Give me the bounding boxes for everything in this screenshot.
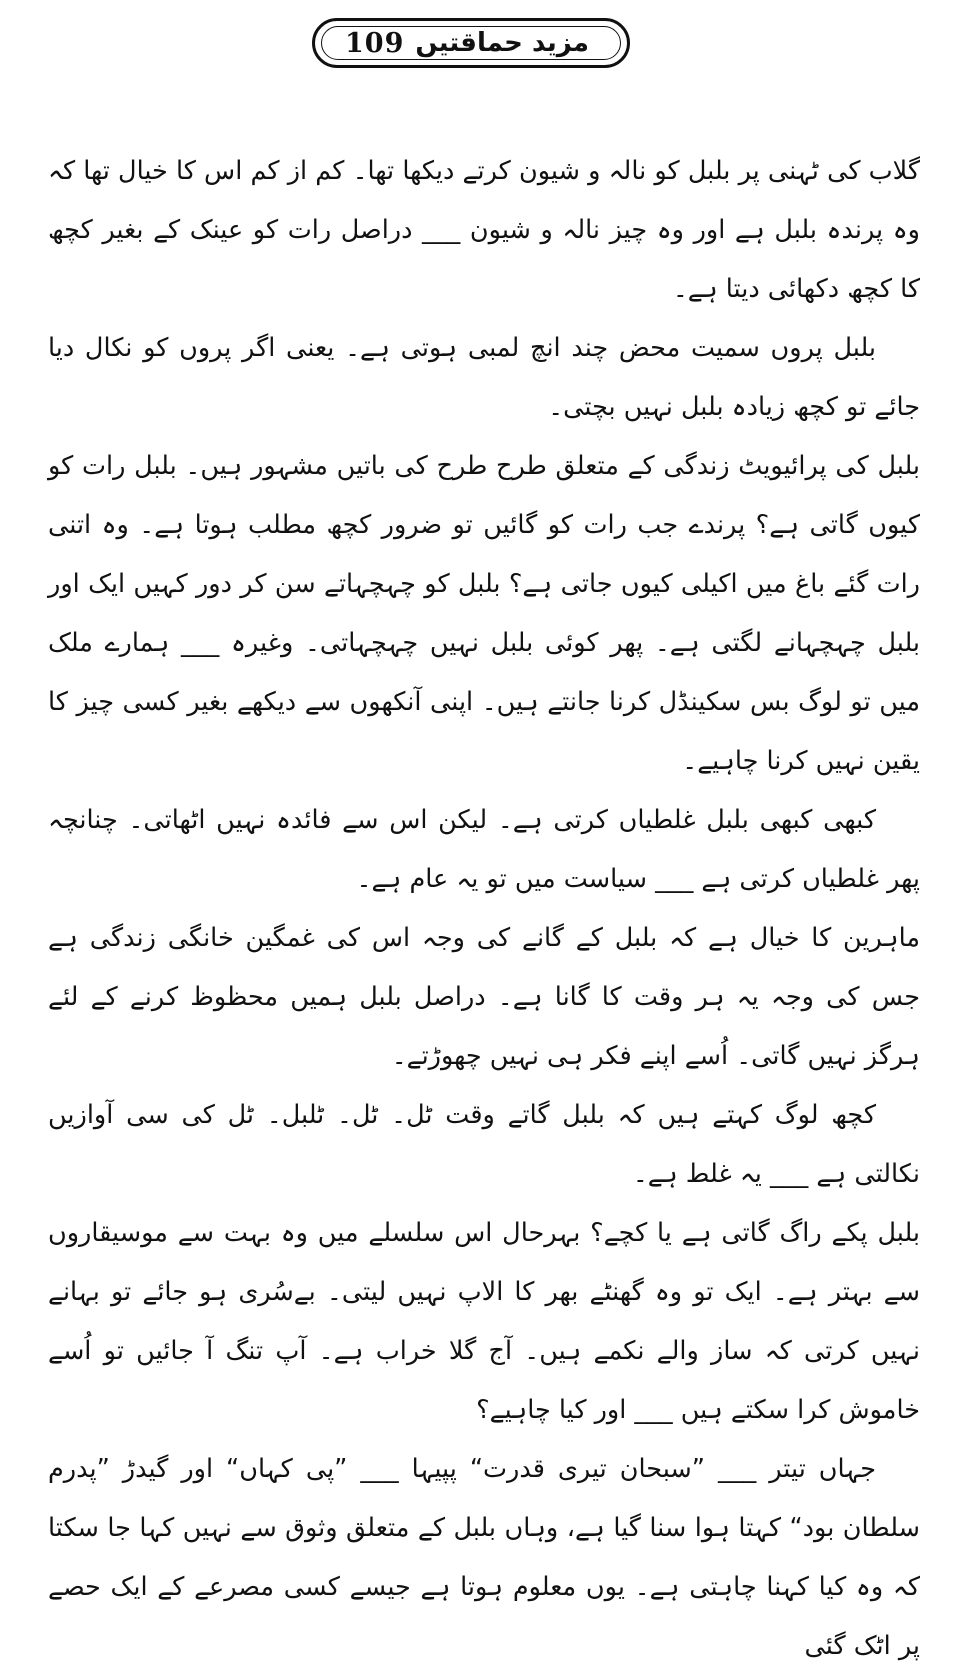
paragraph-6: کچھ لوگ کہتے ہیں کہ بلبل گاتے وقت ٹل۔ ٹل۔ ٹلبل۔ ٹل کی سی آوازیں نکالتی ہے ___ یہ غلط ہے۔ (48, 1100, 920, 1189)
book-title: مزید حماقتیں (415, 28, 589, 58)
paragraph-2: بلبل پروں سمیت محض چند انچ لمبی ہوتی ہے۔ یعنی اگر پروں کو نکال دیا جائے تو کچھ زیادہ بلبل نہیں بچتی۔ (48, 333, 920, 422)
running-header (312, 18, 630, 68)
paragraph-1: گلاب کی ٹہنی پر بلبل کو نالہ و شیون کرتے دیکھا تھا۔ کم از کم اس کا خیال تھا کہ وہ پرندہ بلبل ہے اور وہ چیز نالہ و شیون ___ دراصل رات کو عینک کے بغیر کچھ کا کچھ دکھائی دیتا ہے۔ (48, 156, 920, 304)
paragraph-7: بلبل پکے راگ گاتی ہے یا کچے؟ بہرحال اس سلسلے میں وہ بہت سے موسیقاروں سے بہتر ہے۔ ایک تو وہ گھنٹے بھر کا الاپ نہیں لیتی۔ بےسُری ہو جائے تو بہانے نہیں کرتی کہ ساز والے نکمے ہیں۔ آج گلا خراب ہے۔ آپ تنگ آ جائیں تو اُسے خاموش کرا سکتے ہیں ___ اور کیا چاہیے؟ (48, 1218, 920, 1425)
page-body (48, 142, 920, 1676)
paragraph-4: کبھی کبھی بلبل غلطیاں کرتی ہے۔ لیکن اس سے فائدہ نہیں اٹھاتی۔ چنانچہ پھر غلطیاں کرتی ہے ___ سیاست میں تو یہ عام ہے۔ (48, 805, 920, 894)
page-number: 109 (345, 27, 405, 59)
paragraph-5: ماہرین کا خیال ہے کہ بلبل کے گانے کی وجہ اس کی غمگین خانگی زندگی ہے جس کی وجہ یہ ہر وقت کا گانا ہے۔ دراصل بلبل ہمیں محظوظ کرنے کے لئے ہرگز نہیں گاتی۔ اُسے اپنے فکر ہی نہیں چھوڑتے۔ (48, 923, 920, 1071)
paragraph-8: جہاں تیتر ___ ”سبحان تیری قدرت“ پپیہا ___ ”پی کہاں“ اور گیدڑ ”پدرم سلطان بود“ کہتا ہوا سنا گیا ہے، وہاں بلبل کے متعلق وثوق سے نہیں کہا جا سکتا کہ وہ کیا کہنا چاہتی ہے۔ یوں معلوم ہوتا ہے جیسے کسی مصرعے کے ایک حصے پر اٹک گئی (48, 1454, 920, 1661)
paragraph-3: بلبل کی پرائیویٹ زندگی کے متعلق طرح طرح کی باتیں مشہور ہیں۔ بلبل رات کو کیوں گاتی ہے؟ پرندے جب رات کو گائیں تو ضرور کچھ مطلب ہوتا ہے۔ وہ اتنی رات گئے باغ میں اکیلی کیوں جاتی ہے؟ بلبل کو چہچہاتے سن کر دور کہیں ایک اور بلبل چہچہانے لگتی ہے۔ پھر کوئی بلبل نہیں چہچہاتی۔ وغیرہ ___ ہمارے ملک میں تو لوگ بس سکینڈل کرنا جانتے ہیں۔ اپنی آنکھوں سے دیکھے بغیر کسی چیز کا یقین نہیں کرنا چاہیے۔ (48, 451, 920, 776)
